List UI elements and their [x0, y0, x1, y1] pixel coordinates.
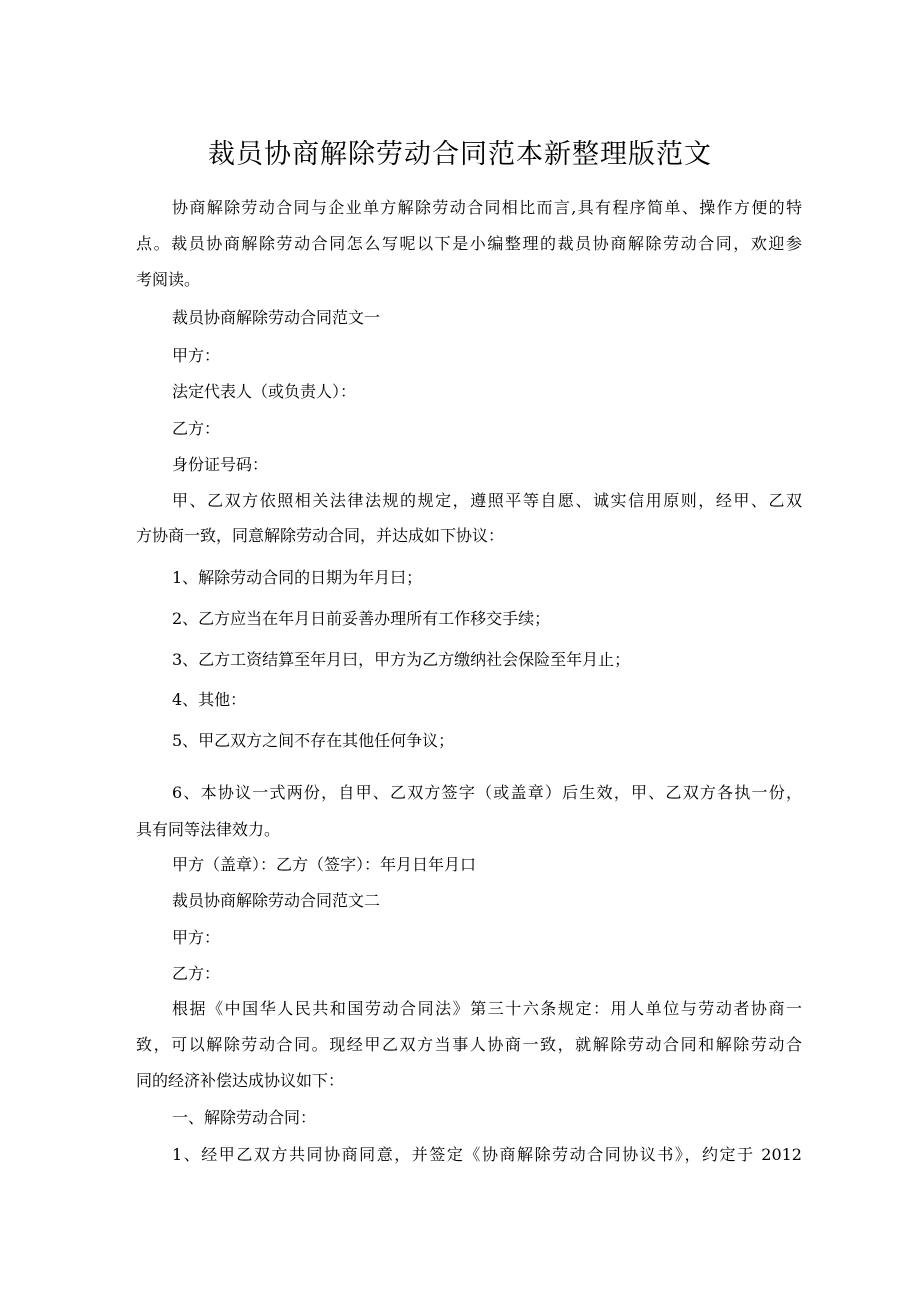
intro-line-1: 协商解除劳动合同与企业单方解除劳动合同相比而言,具有程序简单、操作方便的特 — [172, 198, 802, 217]
sample1-item-6-line-1: 6、本协议一式两份，自甲、乙双方签字（或盖章）后生效，甲、乙双方各执一份， — [172, 783, 802, 802]
sample1-item-4: 4、其他： — [172, 690, 247, 709]
sample2-preamble-line-2: 致，可以解除劳动合同。现经甲乙双方当事人协商一致，就解除劳动合同和解除劳动合 — [136, 1035, 802, 1054]
sample1-item-1: 1、解除劳动合同的日期为年月曰； — [172, 568, 423, 587]
sample1-party-a: 甲方： — [172, 346, 221, 365]
sample2-party-a: 甲方： — [172, 928, 221, 947]
sample2-heading: 裁员协商解除劳动合同范文二 — [172, 891, 381, 910]
intro-line-3: 考阅读。 — [136, 270, 201, 289]
intro-line-2: 点。裁员协商解除劳动合同怎么写呢以下是小编整理的裁员协商解除劳动合同，欢迎参 — [136, 234, 802, 253]
sample1-id-number: 身份证号码： — [172, 455, 269, 474]
sample2-item-1: 1、经甲乙双方共同协商同意，并签定《协商解除劳动合同协议书》，约定于 2012 — [172, 1145, 802, 1164]
sample1-preamble-line-2: 方协商一致，同意解除劳动合同，并达成如下协议： — [136, 526, 505, 545]
sample1-preamble-line-1: 甲、乙双方依照相关法律法规的规定，遵照平等自愿、诚实信用原则，经甲、乙双 — [172, 491, 802, 510]
sample2-party-b: 乙方： — [172, 964, 221, 983]
sample2-preamble-line-1: 根据《中国华人民共和国劳动合同法》第三十六条规定：用人单位与劳动者协商一 — [172, 999, 802, 1018]
sample1-legal-rep: 法定代表人（或负责人）： — [172, 382, 357, 401]
sample1-party-b: 乙方： — [172, 419, 221, 438]
sample1-item-2: 2、乙方应当在年月日前妥善办理所有工作移交手续； — [172, 609, 551, 628]
sample1-heading: 裁员协商解除劳动合同范文一 — [172, 308, 381, 327]
sample2-preamble-line-3: 同的经济补偿达成协议如下： — [136, 1071, 345, 1090]
sample1-item-3: 3、乙方工资结算至年月曰，甲方为乙方缴纳社会保险至年月止； — [172, 650, 631, 669]
sample1-signature: 甲方（盖章）：乙方（签字）：年月日年月口 — [172, 855, 477, 874]
document-title: 裁员协商解除劳动合同范本新整理版范文 — [208, 139, 712, 170]
sample2-section-1: 一、解除劳动合同： — [172, 1108, 317, 1127]
sample1-item-6-line-2: 具有同等法律效力。 — [136, 820, 281, 839]
sample1-item-5: 5、甲乙双方之间不存在其他任何争议； — [172, 731, 455, 750]
